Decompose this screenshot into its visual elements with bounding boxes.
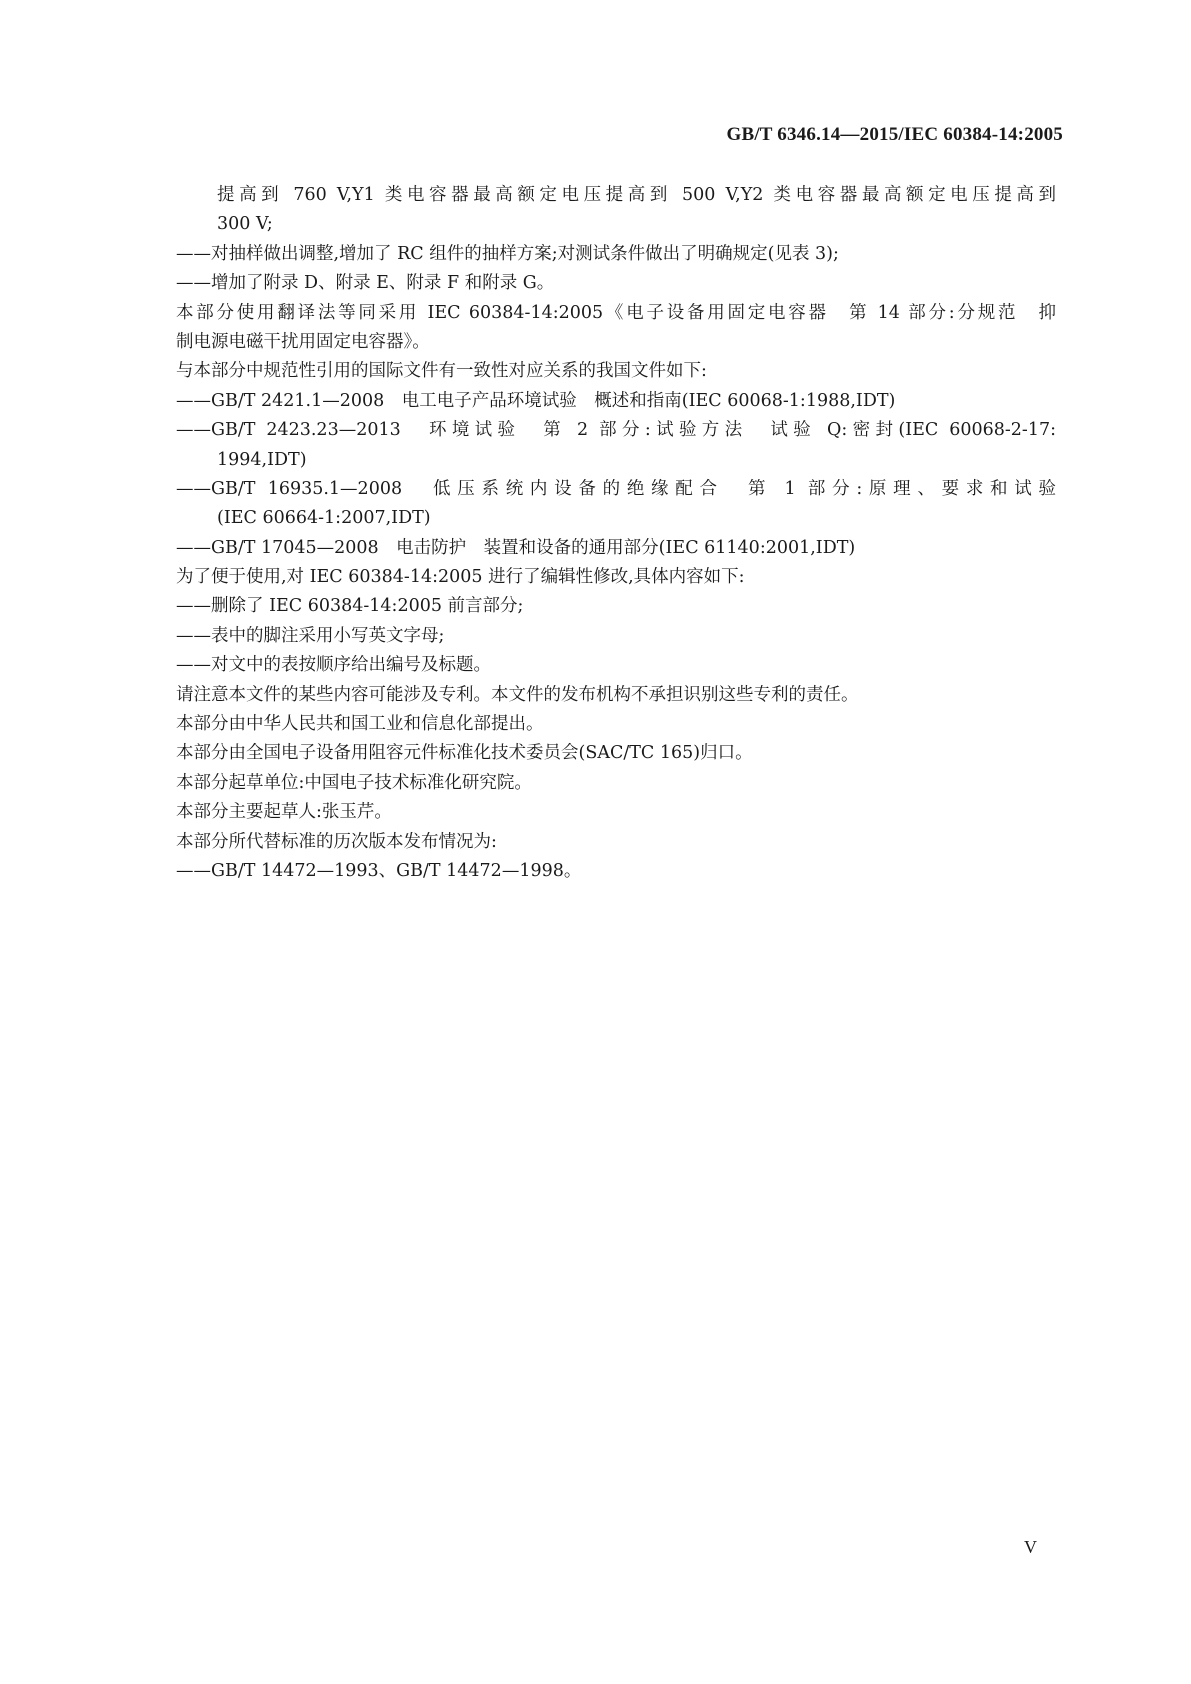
text-line: 本部分所代替标准的历次版本发布情况为: [176, 831, 497, 852]
text-line: 300 V; [217, 214, 273, 235]
list-item: ——增加了附录 D、附录 E、附录 F 和附录 G。 [176, 273, 555, 294]
text-line: 为了便于使用,对 IEC 60384-14:2005 进行了编辑性修改,具体内容如下: [176, 567, 745, 588]
text-line: 本部分主要起草人:张玉芹。 [176, 802, 392, 823]
text-line: 请注意本文件的某些内容可能涉及专利。本文件的发布机构不承担识别这些专利的责任。 [176, 684, 859, 705]
text-line: (IEC 60664-1:2007,IDT) [217, 508, 431, 529]
text-line: 提高到 760 V,Y1 类电容器最高额定电压提高到 500 V,Y2 类电容器最高额定电压提高到 [217, 185, 1056, 205]
document-body [176, 181, 1056, 886]
document-code-header: GB/T 6346.14—2015/IEC 60384-14:2005 [726, 124, 1063, 145]
list-item: ——删除了 IEC 60384-14:2005 前言部分; [176, 596, 524, 617]
list-item: ——GB/T 2423.23—2013 环境试验 第 2 部分:试验方法 试验 Q:密封(IEC 60068-2-17: [176, 420, 1056, 441]
text-line: 制电源电磁干扰用固定电容器》。 [176, 331, 430, 352]
list-item: ——GB/T 14472—1993、GB/T 14472—1998。 [176, 860, 582, 881]
text-line: 本部分起草单位:中国电子技术标准化研究院。 [176, 772, 532, 793]
list-item: ——对抽样做出调整,增加了 RC 组件的抽样方案;对测试条件做出了明确规定(见表 3); [176, 243, 839, 264]
text-line: 本部分由全国电子设备用阻容元件标准化技术委员会(SAC/TC 165)归口。 [176, 743, 753, 764]
list-item: ——GB/T 16935.1—2008 低压系统内设备的绝缘配合 第 1 部分:原理、要求和试验 [176, 478, 1056, 499]
text-line: 1994,IDT) [217, 449, 307, 470]
page-number: V [1024, 1537, 1037, 1557]
list-item: ——表中的脚注采用小写英文字母; [176, 625, 445, 646]
text-line: 与本部分中规范性引用的国际文件有一致性对应关系的我国文件如下: [176, 361, 707, 382]
list-item: ——对文中的表按顺序给出编号及标题。 [176, 655, 491, 676]
text-line: 本部分由中华人民共和国工业和信息化部提出。 [176, 714, 544, 735]
list-item: ——GB/T 17045—2008 电击防护 装置和设备的通用部分(IEC 61140:2001,IDT) [176, 537, 856, 558]
text-line: 本部分使用翻译法等同采用 IEC 60384-14:2005《电子设备用固定电容器 第 14 部分:分规范 抑 [176, 302, 1056, 323]
list-item: ——GB/T 2421.1—2008 电工电子产品环境试验 概述和指南(IEC 60068-1:1988,IDT) [176, 390, 896, 411]
